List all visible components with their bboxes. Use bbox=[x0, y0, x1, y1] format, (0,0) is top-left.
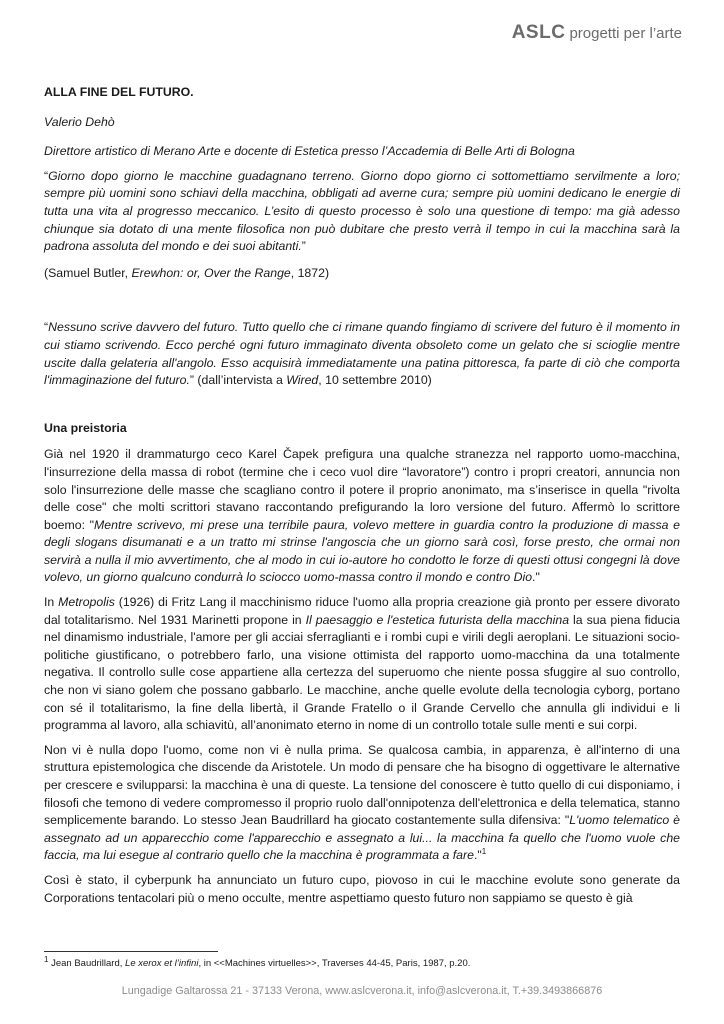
quote-close-mark: ” bbox=[189, 373, 194, 388]
footnote-title: Le xerox et l’infini bbox=[125, 958, 199, 969]
source-prefix: (dall’intervista a bbox=[194, 373, 287, 388]
quote-open-mark: “ bbox=[44, 320, 49, 335]
section-heading: Una preistoria bbox=[44, 420, 127, 435]
gibson-quote bbox=[44, 319, 680, 389]
butler-citation bbox=[44, 265, 680, 283]
author-role: Direttore artistico di Merano Arte e docente di Estetica presso l’Accademia di Belle Arti di Bologna bbox=[44, 144, 575, 159]
metropolis-mid: (1926) di Fritz Lang il macchinismo riduce l'uomo alla propria creazione già pronto per essere divorato dal totalitarismo. Nel 1931 Marinetti propone in bbox=[44, 595, 680, 627]
baudrillard-quote: L'uomo telematico è assegnato ad un apparecchio come l'apparecchio e assegnato a lui... la macchina fa quello che l'uomo vuole che faccia, ma lui esegue al contrario quello che la macchina è programmata a fare bbox=[44, 813, 680, 863]
paragraph-capek bbox=[44, 446, 680, 587]
marinetti-work-title: Il paesaggio e l'estetica futurista della macchina bbox=[305, 612, 570, 627]
butler-quote-text: Giorno dopo giorno le macchine guadagnano terreno. Giorno dopo giorno ci sottomettiamo servilmente a loro; sempre più uomini sono schiavi della macchina, obbligati ad averne cura; sempre più uomini dedicano le energie di tutta una vita al progresso meccanico. L’esito di questo processo è solo una questione di tempo: ma già adesso chiunque sia dotato di una mente filosofica non può dubitare che presto verrà il tempo in cui la macchina sarà la padrona assoluta del mondo e dei suoi abitanti. bbox=[44, 168, 680, 254]
metropolis-pre: In bbox=[44, 595, 59, 610]
capek-end: ." bbox=[532, 570, 540, 585]
capek-text: Già nel 1920 il drammaturgo ceco Karel Čapek prefigura una qualche stranezza nel rapporto uomo-macchina, l'insurrezione della massa di robot (termine che i ceco vuol dire “lavoratore”) contro i propri creatori, annuncia non solo l'insurrezione delle masse che scagliano contro il potere il proprio anonimato, ma s’inserisce in quella "rivolta delle cose" che molti scrittori stavano raccontando prefigurando la loro versione del futuro. Affermò lo scrittore boemo: " bbox=[44, 447, 680, 532]
footnote bbox=[44, 954, 471, 970]
baudrillard-text: Non vi è nulla dopo l'uomo, come non vi è nulla prima. Se qualcosa cambia, in apparenza, è all'interno di una struttura epistemologica che discende da Aristotele. Un modo di pensare che ha bisogno di oggettivare le alternative per crescere e svilupparsi: la macchina è una di queste. La tensione del conoscere è tutto quello di cui disponiamo, i filosofi che temono di vedere compromesso il proprio ruolo dall'onnipotenza dell'elettronica e della telematica, stanno semplicemente barando. Lo stesso Jean Baudrillard ha giocato costantemente sulla difensiva: " bbox=[44, 742, 680, 828]
article-title: ALLA FINE DEL FUTURO. bbox=[44, 85, 194, 99]
capek-quote: Mentre scrivevo, mi prese una terribile paura, volevo mettere in guardia contro la produzione di massa e degli slogans disumanati e a un tratto mi strinse l'angoscia che un giorno sarà così, forse presto, che ormai non servirà a nulla il mio avvertimento, che al modo in cui io-autore ho condotto le forze di questi ottusi congegni là dove volevo, un giorno qualcuno condurrà lo sciocco uomo-massa contro il mondo e contro Dio bbox=[44, 517, 680, 585]
baudrillard-end: ." bbox=[473, 848, 482, 863]
footnote-divider bbox=[44, 951, 218, 952]
quote-open-mark: “ bbox=[44, 168, 49, 183]
gibson-quote-text: Nessuno scrive davvero del futuro. Tutto quello che ci rimane quando fingiamo di scrivere del futuro è il momento in cui stiamo scrivendo. Ecco perché ogni futuro immaginato diventa obsoleto come un gelato che si scioglie mentre uscite dalla gelateria all'angolo. Esso acquisirà immediatamente una patina pittoresca, fa parte di ciò che comporta l'immaginazione del futuro. bbox=[44, 320, 680, 388]
source-suffix: , 10 settembre 2010) bbox=[318, 373, 432, 388]
citation-prefix: (Samuel Butler, bbox=[44, 265, 132, 280]
article-body bbox=[44, 84, 680, 914]
logo-brand: ASLC bbox=[511, 22, 566, 43]
page-footer-address: Lungadige Galtarossa 21 - 37133 Verona, www.aslcverona.it, info@aslcverona.it, T.+39.3493866876 bbox=[121, 985, 603, 997]
metropolis-film-title: Metropolis bbox=[58, 595, 115, 610]
source-magazine: Wired bbox=[286, 373, 319, 388]
butler-quote bbox=[44, 168, 680, 256]
footnote-number: 1 bbox=[44, 954, 49, 964]
paragraph-metropolis bbox=[44, 594, 680, 735]
footnote-ref[interactable]: 1 bbox=[481, 847, 487, 857]
footnote-post: , in <<Machines virtuelles>>, Traverses 44-45, Paris, 1987, p.20. bbox=[198, 958, 471, 969]
paragraph-baudrillard bbox=[44, 742, 680, 865]
aslc-logo bbox=[512, 22, 682, 44]
metropolis-post: la sua piena fiducia nel dinamismo industriale, l'amore per gli acciai sferraglianti e i rombi cupi e virili degli aeroplani. Le situazioni socio-politiche giustificano, o potrebbero farlo, una visione ottimista del rapporto uomo-macchina da una totalmente negativa. Il controllo sulle cose appartiene alla certezza del superuomo che niente possa sfuggire al suo controllo, che non vi siano golem che possano gabbarlo. Le macchine, anche quelle evolute della tecnologia cyborg, portano con sé il totalitarismo, la fine della libertà, il Grande Fratello o il Grande Cervello che annulla gli individui e li programma al lavoro, alla schiavitù, all’anonimato eterno in nome di un controllo totale sulle menti e sui corpi. bbox=[44, 612, 680, 733]
article-author: Valerio Dehò bbox=[44, 114, 115, 129]
footnote-pre: Jean Baudrillard, bbox=[48, 958, 126, 969]
quote-close-mark: ” bbox=[301, 239, 306, 254]
citation-suffix: , 1872) bbox=[290, 265, 330, 280]
citation-book-title: Erewhon: or, Over the Range bbox=[131, 265, 291, 280]
logo-tagline: progetti per l’arte bbox=[569, 25, 682, 42]
paragraph-cyberpunk: Così è stato, il cyberpunk ha annunciato un futuro cupo, piovoso in cui le macchine evolute sono generate da Corporations tentacolari più o meno occulte, mentre aspettiamo questo futuro non sappiamo se questo è già bbox=[44, 872, 680, 905]
